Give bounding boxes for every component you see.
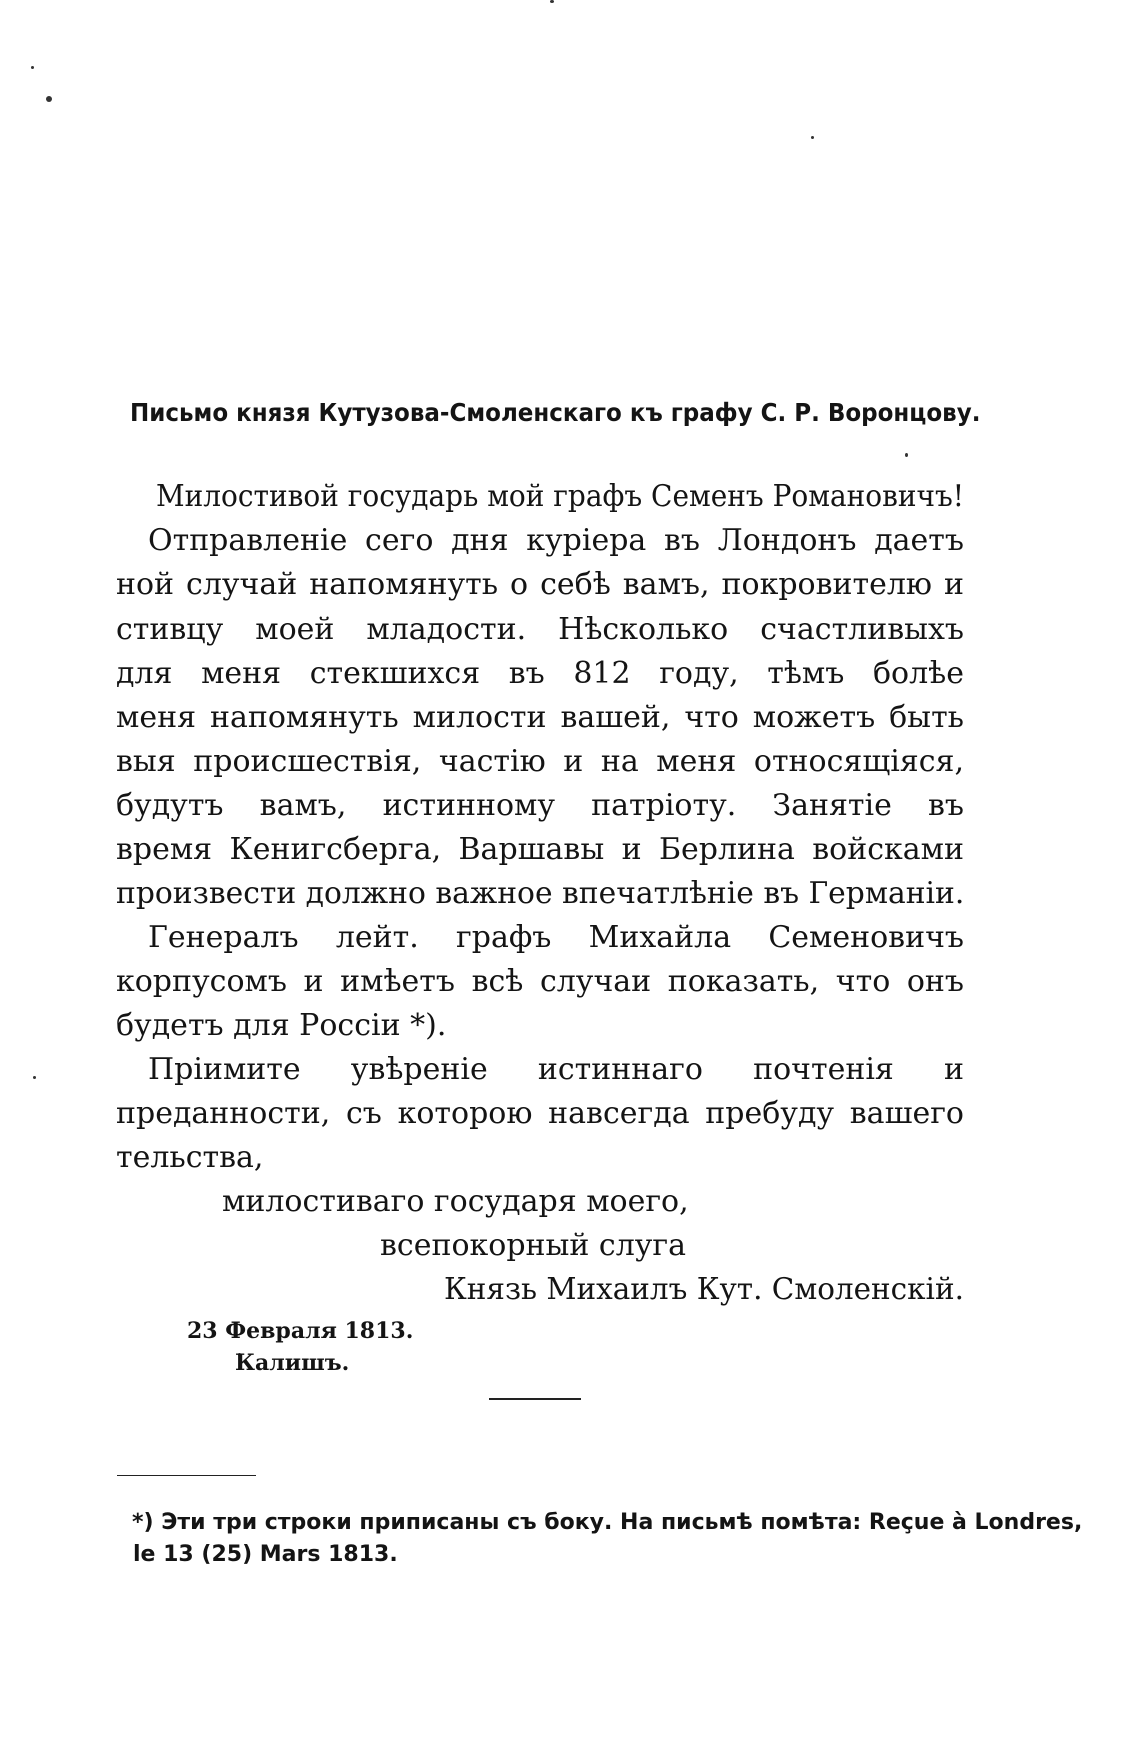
paragraph-3-line: тельства, bbox=[116, 1140, 264, 1175]
letter-place: Калишъ. bbox=[235, 1350, 350, 1376]
paragraph-1-line: меня напомянуть милости вашей, что можетъ быть bbox=[116, 700, 964, 735]
closing-line: милостиваго государя моего, bbox=[222, 1184, 689, 1219]
paragraph-3-line: преданности, съ которою навсегда пребуду вашего bbox=[116, 1096, 964, 1131]
paragraph-1-line: Отправленіе сего дня куріера въ Лондонъ даетъ bbox=[148, 523, 964, 558]
scan-speck bbox=[33, 1076, 36, 1079]
paragraph-1-line: для меня стекшихся въ 812 году, тѣмъ болѣе bbox=[116, 656, 964, 691]
paragraph-1-line: время Кенигсберга, Варшавы и Берлина войсками bbox=[116, 832, 964, 867]
page-title: Письмо князя Кутузова-Смоленскаго къ графу С. Р. Воронцову. bbox=[130, 398, 981, 427]
signature: Князь Михаилъ Кут. Смоленскій. bbox=[444, 1272, 964, 1307]
paragraph-2-line: будетъ для Россіи *). bbox=[116, 1008, 447, 1043]
paragraph-2-line: корпусомъ и имѣетъ всѣ случаи показать, что онъ bbox=[116, 964, 964, 999]
paragraph-1-line: стивцу моей младости. Нѣсколько счастливыхъ bbox=[116, 612, 964, 647]
footnote-divider bbox=[117, 1475, 256, 1476]
letter-date: 23 Февраля 1813. bbox=[187, 1318, 414, 1344]
paragraph-1-line: выя происшествія, частію и на меня относящіяся, bbox=[116, 744, 964, 779]
salutation: Милостивой государь мой графъ Семенъ Романовичъ! bbox=[156, 479, 965, 514]
paragraph-1-line: будутъ вамъ, истинному патріоту. Занятіе въ bbox=[116, 788, 964, 823]
section-divider bbox=[489, 1398, 581, 1400]
scan-speck bbox=[550, 0, 554, 3]
scan-speck bbox=[905, 453, 908, 457]
footnote-line: le 13 (25) Mars 1813. bbox=[133, 1542, 398, 1567]
paragraph-1-line: произвести должно важное впечатлѣніе въ Германіи. bbox=[116, 876, 965, 911]
scan-speck bbox=[46, 96, 52, 102]
scan-speck bbox=[811, 136, 814, 139]
scan-speck bbox=[31, 66, 34, 69]
paragraph-2-line: Генералъ лейт. графъ Михайла Семеновичъ bbox=[148, 920, 964, 955]
paragraph-3-line: Пріимите увѣреніе истиннаго почтенія и bbox=[148, 1052, 964, 1087]
footnote-line: *) Эти три строки приписаны съ боку. На письмѣ помѣта: Reçue à Londres, bbox=[132, 1510, 1083, 1535]
closing-line: всепокорный слуга bbox=[380, 1228, 687, 1263]
paragraph-1-line: ной случай напомянуть о себѣ вамъ, покровителю и bbox=[116, 567, 964, 602]
